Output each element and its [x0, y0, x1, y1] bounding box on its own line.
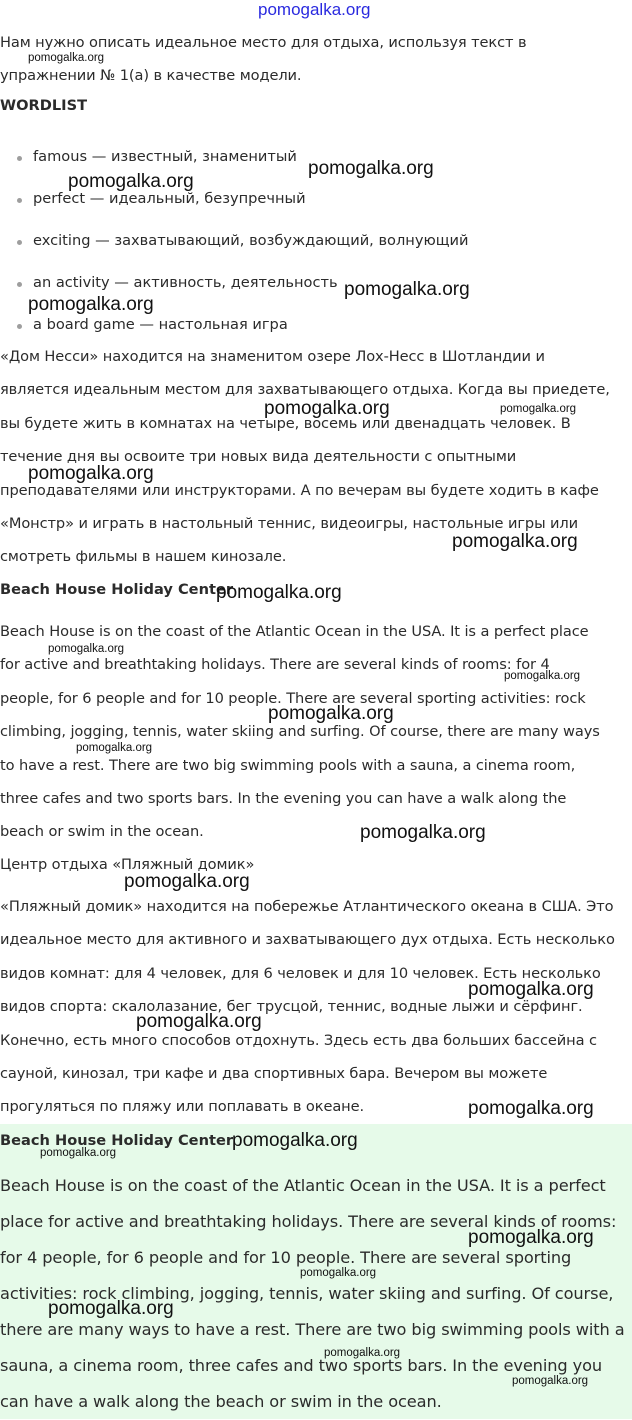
beach-line: beach or swim in the ocean.: [0, 823, 204, 841]
beach-ru-line: сауной, кинозал, три кафе и два спортивных бара. Вечером вы можете: [0, 1065, 548, 1083]
beach-line: Beach House is on the coast of the Atlantic Ocean in the USA. It is a perfect place: [0, 623, 589, 640]
beach-line: people, for 6 people and for 10 people. There are several sporting activities: rock: [0, 689, 586, 707]
watermark: pomogalka.org: [500, 403, 577, 415]
watermark: pomogalka.org: [28, 294, 154, 315]
nessie-line: вы будете жить в комнатах на четыре, восемь или двенадцать человек. В: [0, 414, 571, 432]
wordlist-item: famous — известный, знаменитый: [0, 140, 469, 182]
answer-line: can have a walk along the beach or swim in the ocean.: [0, 1392, 442, 1411]
answer-line: for 4 people, for 6 people and for 10 people. There are several sporting: [0, 1248, 572, 1267]
beach-ru-line: Конечно, есть много способов отдохнуть. Здесь есть два больших бассейна с: [0, 1031, 597, 1049]
beach-ru-paragraph: [0, 890, 615, 1124]
beach-line: climbing, jogging, tennis, water skiing and surfing. Of course, there are many ways: [0, 723, 600, 741]
wordlist-item: a board game — настольная игра: [0, 308, 469, 350]
watermark: pomogalka.org: [308, 158, 434, 179]
beach-heading: Beach House Holiday Center: [0, 581, 234, 598]
watermark: pomogalka.org: [232, 1130, 358, 1151]
watermark: pomogalka.org: [48, 643, 125, 655]
beach-ru-line: видов комнат: для 4 человек, для 6 человек и для 10 человек. Есть несколько: [0, 964, 601, 982]
watermark: pomogalka.org: [344, 279, 470, 300]
watermark: pomogalka.org: [28, 463, 154, 484]
wordlist-item: perfect — идеальный, безупречный: [0, 182, 469, 224]
watermark: pomogalka.org: [268, 703, 394, 724]
watermark: pomogalka.org: [68, 171, 194, 192]
beach-ru-line: идеальное место для активного и захватывающего дух отдыха. Есть несколько: [0, 931, 615, 949]
watermark: pomogalka.org: [300, 1267, 377, 1279]
watermark: pomogalka.org: [216, 582, 342, 603]
watermark: pomogalka.org: [468, 1098, 594, 1119]
answer-line: place for active and breathtaking holidays. There are several kinds of rooms:: [0, 1212, 617, 1231]
watermark: pomogalka.org: [468, 979, 594, 1000]
nessie-line: является идеальным местом для захватывающего отдыха. Когда вы приедете,: [0, 381, 610, 399]
wordlist-heading: WORDLIST: [0, 97, 88, 114]
beach-ru-heading: Центр отдыха «Пляжный домик»: [0, 856, 255, 873]
watermark: pomogalka.org: [28, 52, 105, 64]
answer-line: sauna, a cinema room, three cafes and two sports bars. In the evening you: [0, 1356, 603, 1375]
intro-line: упражнении № 1(а) в качестве модели.: [0, 67, 302, 85]
intro-line: Нам нужно описать идеальное место для отдыха, используя текст в: [0, 34, 527, 51]
beach-ru-line: видов спорта: скалолазание, бег трусцой, теннис, водные лыжи и сёрфинг.: [0, 998, 583, 1016]
watermark: pomogalka.org: [48, 1298, 174, 1319]
watermark: pomogalka.org: [324, 1347, 401, 1359]
nessie-line: преподавателями или инструкторами. А по вечерам вы будете ходить в кафе: [0, 481, 599, 499]
beach-line: three cafes and two sports bars. In the evening you can have a walk along the: [0, 790, 567, 808]
site-link[interactable]: pomogalka.org: [258, 0, 371, 19]
watermark: pomogalka.org: [360, 822, 486, 843]
beach-ru-line: «Пляжный домик» находится на побережье Атлантического океана в США. Это: [0, 898, 614, 915]
nessie-line: смотреть фильмы в нашем кинозале.: [0, 548, 287, 566]
nessie-line: «Дом Несси» находится на знаменитом озере Лох-Несс в Шотландии и: [0, 348, 545, 365]
wordlist-item: an activity — активность, деятельность: [0, 266, 469, 308]
answer-line: activities: rock climbing, jogging, tennis, water skiing and surfing. Of course,: [0, 1284, 614, 1303]
answer-line: there are many ways to have a rest. There are two big swimming pools with a: [0, 1320, 625, 1339]
wordlist-item: exciting — захватывающий, возбуждающий, волнующий: [0, 224, 469, 266]
watermark: pomogalka.org: [512, 1375, 589, 1387]
watermark: pomogalka.org: [468, 1227, 594, 1248]
nessie-line: «Монстр» и играть в настольный теннис, видеоигры, настольные игры или: [0, 515, 579, 533]
beach-ru-line: прогуляться по пляжу или поплавать в океане.: [0, 1098, 365, 1116]
watermark: pomogalka.org: [136, 1011, 262, 1032]
watermark: pomogalka.org: [452, 531, 578, 552]
watermark: pomogalka.org: [124, 871, 250, 892]
beach-line: to have a rest. There are two big swimming pools with a sauna, a cinema room,: [0, 756, 576, 774]
watermark: pomogalka.org: [40, 1147, 117, 1159]
watermark: pomogalka.org: [504, 670, 581, 682]
watermark: pomogalka.org: [264, 398, 390, 419]
answer-heading: Beach House Holiday Center: [0, 1132, 234, 1149]
nessie-line: течение дня вы освоите три новых вида деятельности с опытными: [0, 448, 517, 466]
watermark: pomogalka.org: [76, 742, 153, 754]
beach-line: for active and breathtaking holidays. There are several kinds of rooms: for 4: [0, 656, 550, 674]
answer-line: Beach House is on the coast of the Atlantic Ocean in the USA. It is a perfect: [0, 1176, 606, 1195]
